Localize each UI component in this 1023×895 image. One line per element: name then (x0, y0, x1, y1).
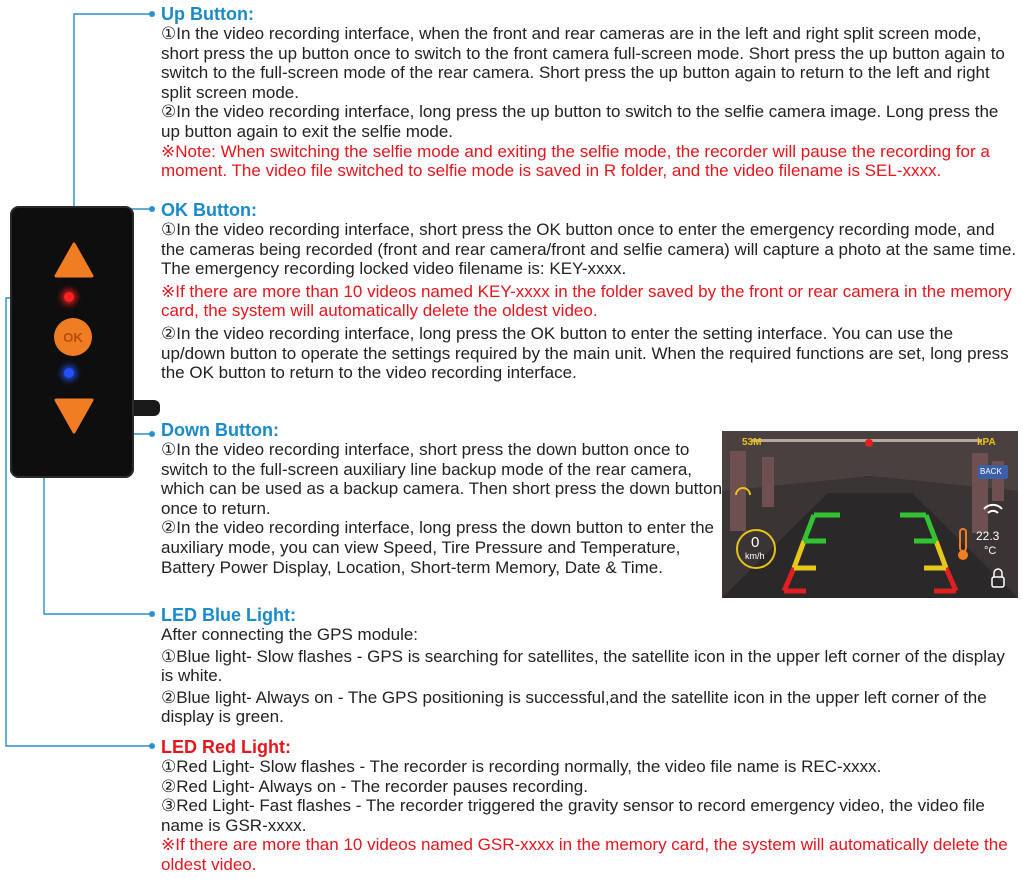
section-down-button (161, 420, 723, 577)
up-button-note: ※Note: When switching the selfie mode and exiting the selfie mode, the recorder will pause the recording for a moment. The video file switched to selfie mode is saved in R folder, and the video filename is SEL-xxxx. (161, 141, 990, 181)
speed-value: 0 (751, 534, 760, 551)
up-button-heading: Up Button: (161, 4, 254, 24)
down-button-para-2: ②In the video recording interface, long press the down button to enter the auxiliary mode, you can view Speed, Tire Pressure and Temperature, Battery Power Display, Location, Short-term Memory, Date & Time. (161, 518, 714, 577)
ok-button-note: ※If there are more than 10 videos named KEY-xxxx in the folder saved by the front or rear camera in the memory card, the system will automatically delete the oldest video. (161, 281, 1012, 321)
up-button[interactable] (54, 242, 94, 278)
up-button-para-2: ②In the video recording interface, long press the up button to switch to the selfie camera image. Long press the up button again to exit the selfie mode. (161, 102, 999, 141)
temperature-unit: °C (984, 545, 997, 557)
led-red-note: ※If there are more than 10 videos named GSR-xxxx in the memory card, the system will automatically delete the oldest video. (161, 835, 1008, 874)
ok-button-heading: OK Button: (161, 200, 257, 220)
led-red-indicator (64, 292, 74, 302)
up-button-para-1: ①In the video recording interface, when the front and rear cameras are in the left and right split screen mode, short press the up button once to switch to the front camera full-screen mode. Short press the up button again to switch to the full-screen mode of the rear camera. Short press the up button again to return to the left and right split screen mode. (161, 24, 1005, 102)
ok-button-para-1: ①In the video recording interface, short press the OK button once to enter the emergency recording mode, and the cameras being recorded (front and rear camera/front and selfie camera) will capture a photo at the same time. The emergency recording locked video filename is: KEY-xxxx. (161, 220, 1017, 279)
section-ok-button (161, 200, 1021, 383)
led-red-para-2: ②Red Light- Always on - The recorder pauses recording. (161, 776, 588, 796)
pressure-unit: kPA (977, 437, 996, 448)
device-cable (134, 400, 160, 416)
ok-button[interactable]: OK (54, 318, 92, 356)
section-up-button (161, 4, 1021, 181)
led-blue-para-2: ②Blue light- Always on - The GPS positioning is successful,and the satellite icon in the upper left corner of the display is green. (161, 687, 987, 727)
led-red-para-1: ①Red Light- Slow flashes - The recorder is recording normally, the video file name is REC-xxxx. (161, 757, 882, 776)
section-led-blue (161, 605, 1021, 727)
led-red-heading: LED Red Light: (161, 737, 291, 757)
parking-garage-scene (722, 431, 1018, 598)
down-button-heading: Down Button: (161, 420, 279, 440)
satellite-count: 53M (742, 437, 762, 448)
led-blue-indicator (64, 368, 74, 378)
temperature-value: 22.3 (976, 529, 1000, 543)
section-led-red (161, 737, 1021, 875)
led-blue-intro: After connecting the GPS module: (161, 625, 419, 644)
led-blue-para-1: ①Blue light- Slow flashes - GPS is searching for satellites, the satellite icon in the upper left corner of the display is white. (161, 646, 1005, 686)
down-button-para-1: ①In the video recording interface, short press the down button once to switch to the full-screen auxiliary line backup mode of the rear camera, which can be used as a backup camera. Then short press the down button once to return. (161, 440, 723, 518)
down-button[interactable] (54, 398, 94, 434)
back-button[interactable]: BACK (980, 467, 1002, 476)
led-red-para-3: ③Red Light- Fast flashes - The recorder triggered the gravity sensor to record emergency video, the video file name is GSR-xxxx. (161, 796, 985, 835)
led-blue-heading: LED Blue Light: (161, 605, 296, 625)
ok-button-para-2: ②In the video recording interface, long press the OK button to enter the setting interface. You can use the up/down button to operate the settings required by the main unit. When the required functions are set, long press the OK button to return to the video recording interface. (161, 323, 1009, 383)
speed-unit: km/h (745, 551, 765, 561)
recording-screen-preview (722, 431, 1018, 598)
